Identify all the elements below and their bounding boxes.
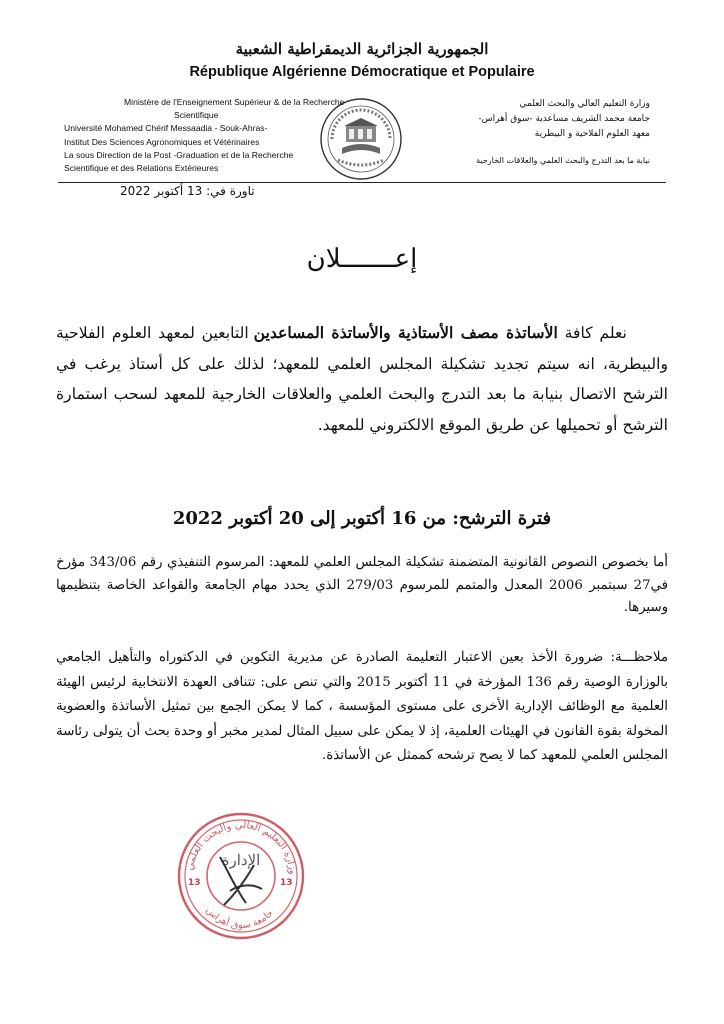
ministry-line: Scientifique: [174, 110, 219, 121]
stamp-ring-text: وزارة التعليم العالي والبحث العلمي: [184, 819, 298, 875]
ministry-block-french: [64, 96, 345, 175]
stamp-center-text: الإدارة: [221, 851, 261, 869]
ministry-line: Ministère de l'Enseignement Supérieur & de la Recherche: [124, 97, 345, 107]
ministry-block-arabic: [430, 97, 650, 168]
institute-line: Institut Des Sciences Agronomiques et Vétérinaires: [64, 136, 260, 147]
university-line: Université Mohamed Chérif Messaadia - Souk-Ahras-: [64, 123, 268, 134]
document-date: تاورة في: 13 أكتوبر 2022: [120, 184, 255, 198]
direction-line-ar: نيابة ما بعد التدرج والبحث العلمي والعلاقات الخارجية: [476, 156, 650, 165]
direction-line: Scientifique et des Relations Extérieures: [64, 163, 219, 174]
ministry-line-ar: وزارة التعليم العالي والبحث العلمي: [519, 99, 650, 109]
paragraph-intro: نعلم كافة: [557, 324, 627, 342]
university-logo: [318, 96, 404, 182]
header-french-title: République Algérienne Démocratique et Populaire: [189, 64, 535, 80]
university-logo-icon: [318, 96, 404, 182]
paragraph-body: التابعين لمعهد العلوم الفلاحية والبيطرية، انه سيتم تجديد تشكيلة المجلس العلمي للمعهد؛ لذلك على كل أستاذ يرغب في الترشح الاتصال بنيابة ما بعد التدرج والبحث العلمي والعلاقات الخارجية للمعهد لسحب استمارة الترشح أو تحميلها عن طريق الموقع الالكتروني للمعهد.: [56, 324, 668, 434]
header-divider: [58, 182, 666, 183]
institute-line-ar: معهد العلوم الفلاحية و البيطرية: [534, 129, 650, 139]
direction-line: La sous Direction de la Post -Graduation et de la Recherche: [64, 149, 294, 160]
candidacy-period: فترة الترشح: من 16 أكتوبر إلى 20 أكتوبر 2022: [172, 508, 552, 529]
stamp-seal-icon: [172, 805, 310, 947]
paragraph-note: ملاحظـــة: ضرورة الأخذ بعين الاعتبار التعليمة الصادرة عن مديرية التكوين في الدكتوراه والتأهيل الجامعي بالوزارة الوصية رقم 136 المؤرخة في 11 أكتوبر 2015 والتي تنص على: تتنافى العهدة الانتخابية لرئيس الهيئة العلمية مع الوظائف الإدارية الأخرى على مستوى المؤسسة ، كما لا يمكن الجمع بين تمثيل الأساتذة والعضوية المخولة بقوة القانون في الهيئات العلمية، إذ لا يمكن على سبيل المثال لمدير مخبر أو وحدة بحث أن يتولى رئاسة المجلس العلمي للمعهد كما لا يصح ترشحه كممثل عن الأساتذة.: [56, 650, 668, 763]
header-arabic-title: الجمهورية الجزائرية الديمقراطية الشعبية: [235, 40, 489, 58]
stamp-number-right: 13: [280, 878, 293, 888]
paragraph-legal-texts: أما بخصوص النصوص القانونية المتضمنة تشكيلة المجلس العلمي للمعهد: المرسوم التنفيذي رقم 343/06 مؤرخ في27 سبتمبر 2006 المعدل والمتمم للمرسوم 279/03 الذي يحدد مهام الجامعة والقواعد الخاصة بتنظيمها وسيرها.: [56, 555, 669, 615]
announcement-title: إعـــــــلان: [306, 244, 418, 274]
official-stamp: [172, 805, 310, 947]
stamp-number-left: 13: [188, 878, 201, 888]
university-line-ar: جامعة محمد الشريف مساعدية -سوق أهراس-: [478, 114, 650, 124]
stamp-bottom-text: جامعة سوق أهراس: [203, 905, 276, 932]
paragraph-bold-audience: الأساتذة مصف الأستاذية والأساتذة المساعدين: [253, 323, 558, 342]
paragraph-announcement: [56, 318, 668, 440]
